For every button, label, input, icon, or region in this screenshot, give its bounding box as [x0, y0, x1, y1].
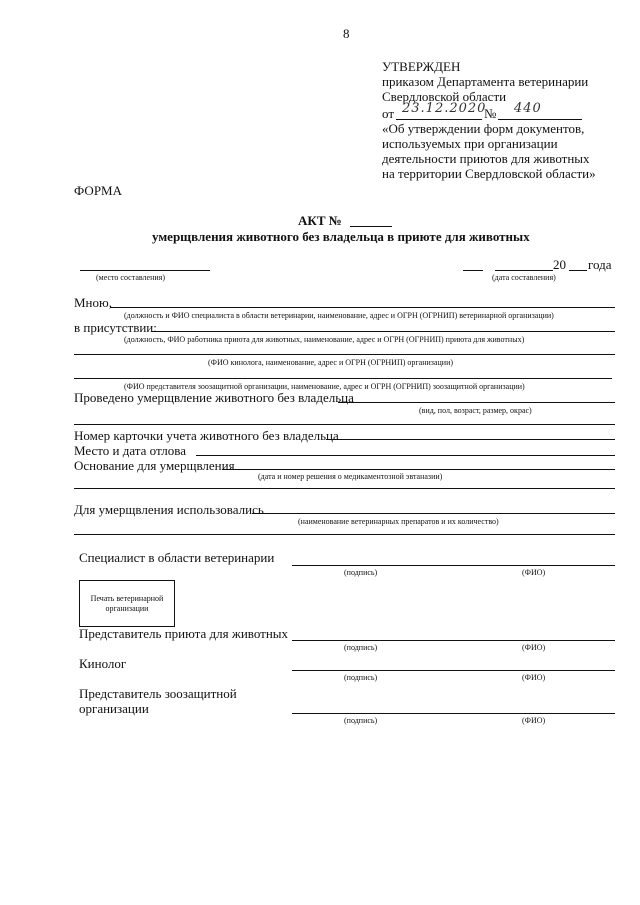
- card-label: Номер карточки учета животного без владельца: [74, 428, 339, 443]
- shelter-name-hint: (ФИО): [522, 643, 546, 652]
- approval-line-5: используемых при организации: [382, 136, 558, 151]
- cynologist-signature-line: [292, 670, 615, 671]
- vet-name-hint: (ФИО): [522, 568, 546, 577]
- me-label: Мною,: [74, 295, 112, 310]
- me-hint: (должность и ФИО специалиста в области ветеринарии, наименование, адрес и ОГРН (ОГРНИП) ветеринарной организации): [124, 311, 554, 320]
- approval-line-7: на территории Свердловской области»: [382, 166, 596, 181]
- shelter-rep-label: Представитель приюта для животных: [79, 626, 289, 641]
- approval-line-6: деятельности приютов для животных: [382, 151, 590, 166]
- place-line: [80, 270, 210, 271]
- performed-line: [338, 402, 615, 403]
- date-year-line: [569, 270, 587, 271]
- place-hint: (место составления): [96, 273, 165, 282]
- zoo-rep-hint: (ФИО представителя зоозащитной организации, наименование, адрес и ОГРН (ОГРНИП) зоозащитной организации): [124, 382, 525, 391]
- date-century: 20: [553, 257, 566, 272]
- cynologist-line: [74, 354, 615, 355]
- form-label: ФОРМА: [74, 183, 122, 198]
- used-line: [252, 513, 615, 514]
- presence-line: [152, 331, 615, 332]
- presence-label: в присутствии:: [74, 320, 157, 335]
- cynologist-name-hint: (ФИО): [522, 673, 546, 682]
- animal-extra-line: [74, 424, 615, 425]
- approval-line-4: «Об утверждении форм документов,: [382, 121, 585, 136]
- basis-line: [222, 469, 615, 470]
- zoo-signature-hint: (подпись): [344, 716, 378, 725]
- approval-number-handwritten: 440: [514, 101, 542, 116]
- approval-number-line: [498, 119, 582, 120]
- zoo-rep-sign-label-1: Представитель зоозащитной: [79, 686, 237, 701]
- approval-number-label: №: [484, 106, 497, 121]
- approval-date-handwritten: 23.12.2020: [402, 101, 487, 116]
- cynologist-label: Кинолог: [79, 656, 127, 671]
- cynologist-signature-hint: (подпись): [344, 673, 378, 682]
- zoo-rep-sign-label-2: организации: [79, 701, 149, 716]
- approval-line-2: Свердловской области: [382, 89, 507, 104]
- stamp-text: Печать ветеринарной организации: [90, 593, 164, 613]
- basis-label: Основание для умерщвления: [74, 458, 235, 473]
- used-extra-line: [74, 534, 615, 535]
- zoo-rep-line: [74, 378, 612, 379]
- approval-line-1: приказом Департамента ветеринарии: [382, 74, 589, 89]
- capture-line: [196, 455, 615, 456]
- used-label: Для умерщвления использовались: [74, 502, 264, 517]
- vet-specialist-label: Специалист в области ветеринарии: [79, 550, 275, 565]
- date-day-line: [463, 270, 483, 271]
- approval-from-label: от: [382, 106, 395, 121]
- shelter-signature-line: [292, 640, 615, 641]
- date-year-word: года: [588, 257, 612, 272]
- basis-hint: (дата и номер решения о медикаментозной эвтаназии): [258, 472, 443, 481]
- basis-extra-line: [74, 488, 615, 489]
- card-line: [326, 439, 615, 440]
- vet-signature-line: [292, 565, 615, 566]
- performed-label: Проведено умерщвление животного без владельца: [74, 390, 354, 405]
- act-subtitle: умерщвления животного без владельца в приюте для животных: [152, 229, 530, 244]
- presence-hint: (должность, ФИО работника приюта для животных, наименование, адрес и ОГРН (ОГРНИП) приюта для животных): [124, 335, 525, 344]
- used-hint: (наименование ветеринарных препаратов и их количество): [298, 517, 499, 526]
- me-line: [110, 307, 615, 308]
- stamp-box: [79, 580, 175, 627]
- act-number-line: [350, 226, 392, 227]
- animal-hint: (вид, пол, возраст, размер, окрас): [419, 406, 532, 415]
- capture-label: Место и дата отлова: [74, 443, 187, 458]
- page-number: 8: [343, 26, 350, 41]
- approval-heading: УТВЕРЖДЕН: [382, 59, 461, 74]
- approval-date-line: [396, 119, 482, 120]
- vet-signature-hint: (подпись): [344, 568, 378, 577]
- zoo-name-hint: (ФИО): [522, 716, 546, 725]
- cynologist-hint: (ФИО кинолога, наименование, адрес и ОГРН (ОГРНИП) организации): [208, 358, 454, 367]
- date-month-line: [495, 270, 553, 271]
- act-title: АКТ №: [298, 213, 342, 228]
- shelter-signature-hint: (подпись): [344, 643, 378, 652]
- date-hint: (дата составления): [492, 273, 556, 282]
- zoo-signature-line: [292, 713, 615, 714]
